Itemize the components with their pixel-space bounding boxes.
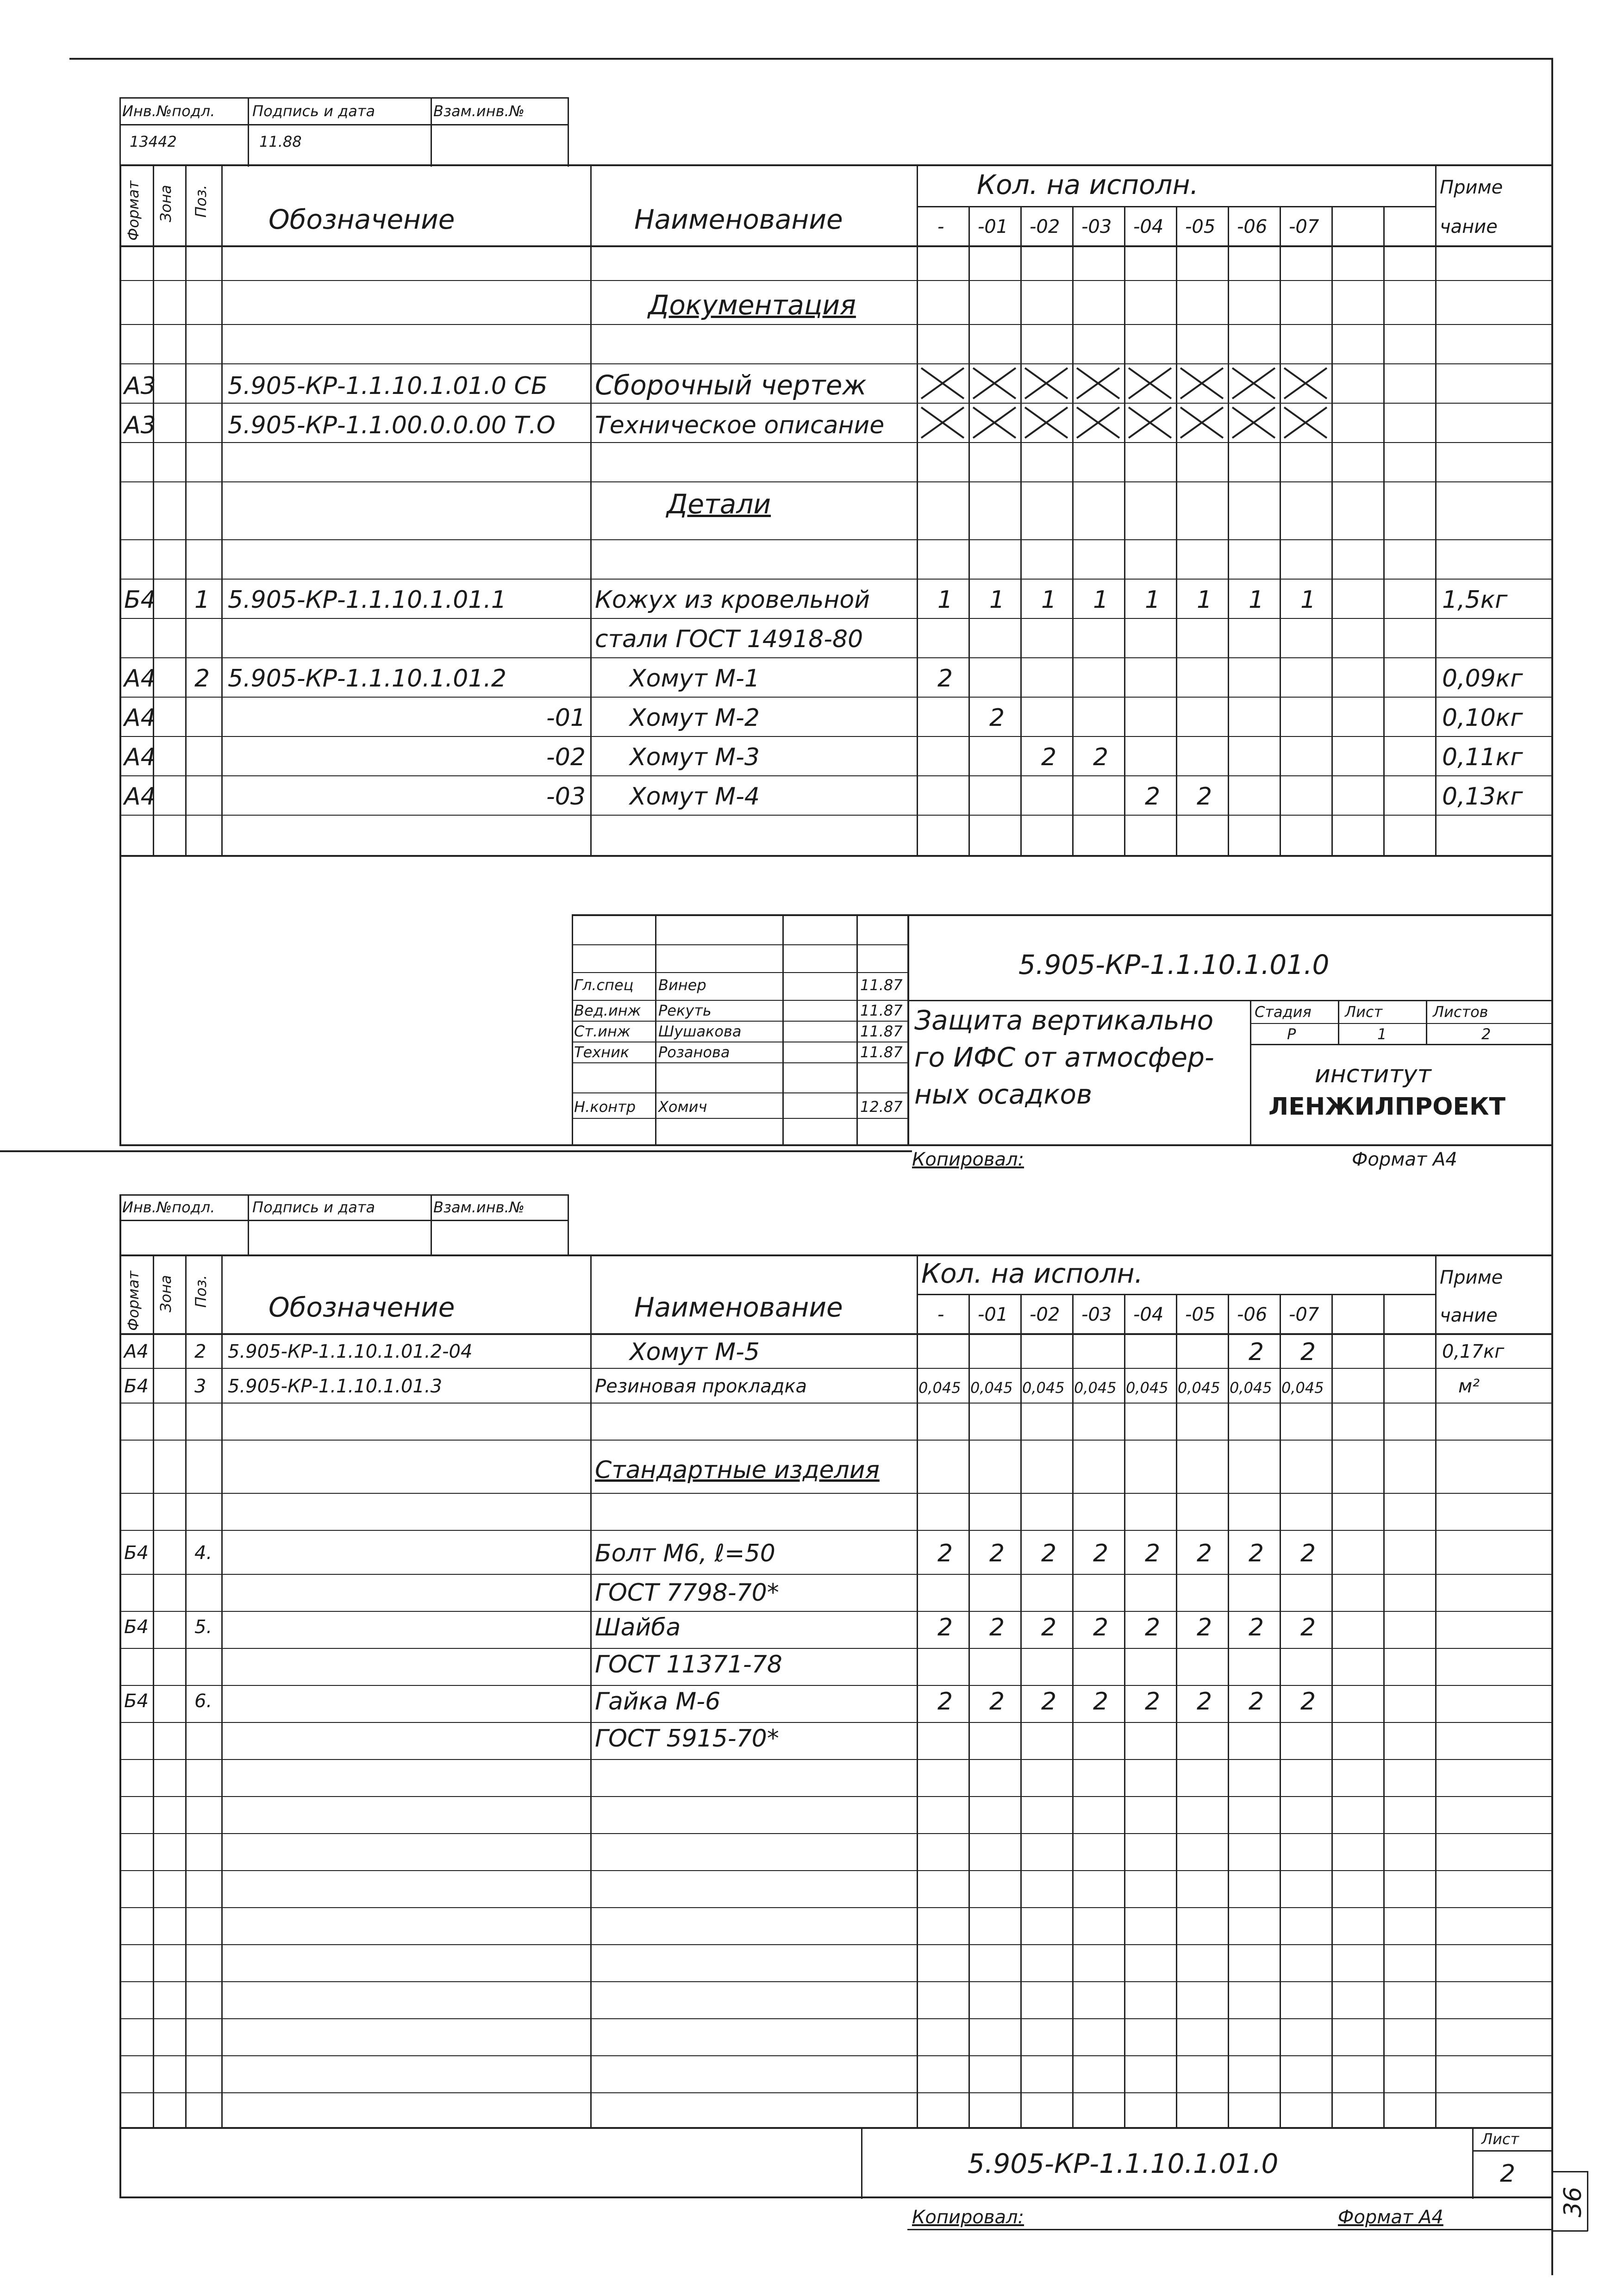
row-note: 0,11кг (1442, 743, 1523, 771)
row-name-2: ГОСТ 11371-78 (595, 1651, 782, 1678)
qty: 2 (1041, 1614, 1057, 1641)
qty: 2 (1041, 743, 1057, 771)
row-format: А4 (124, 665, 156, 693)
stage-value: Р (1287, 1025, 1296, 1043)
header-note-2: чание (1440, 1305, 1498, 1326)
qty: 2 (1249, 1614, 1264, 1641)
qty: 1 (937, 586, 953, 614)
stamp-inv-no-label: Инв.№подл. (122, 1198, 215, 1216)
qty: 2 (1300, 1540, 1316, 1567)
header-qty: Кол. на исполн. (921, 1258, 1143, 1289)
qty: 2 (989, 1614, 1005, 1641)
header-zone: Зона (157, 1275, 175, 1312)
row-format: А3 (124, 372, 156, 400)
qty: 2 (1249, 1338, 1264, 1366)
qty: 2 (989, 1688, 1005, 1716)
sheet-label: Лист (1345, 1003, 1383, 1021)
row-note: 0,13кг (1442, 783, 1523, 811)
title-line-2: го ИФС от атмосфер- (914, 1042, 1214, 1073)
qty: 2 (1300, 1688, 1316, 1716)
row-designation: -02 (546, 743, 586, 771)
date: 11.87 (860, 976, 903, 994)
row-pos: 4. (194, 1542, 212, 1564)
stamp-signature-label: Подпись и дата (252, 102, 375, 120)
qty: 2 (989, 704, 1005, 732)
qty: 1 (1145, 586, 1161, 614)
title-doc-code: 5.905-КР-1.1.10.1.01.0 (1018, 949, 1330, 980)
stage-label: Стадия (1255, 1003, 1312, 1021)
qty: 2 (989, 1540, 1005, 1567)
row-pos: 2 (194, 1341, 206, 1362)
qty: 1 (1249, 586, 1264, 614)
org-line-1: институт (1315, 1061, 1431, 1088)
row-name: Кожух из кровельной (595, 586, 870, 614)
header-variant-0: - (937, 216, 944, 237)
header-name: Наименование (634, 1292, 843, 1323)
qty: 2 (1145, 1540, 1161, 1567)
date: 11.87 (860, 1043, 903, 1061)
row-format: Б4 (124, 1542, 149, 1564)
header-format: Формат (125, 181, 142, 241)
role: Ст.инж (574, 1023, 631, 1040)
row-note: м² (1458, 1376, 1480, 1397)
sheets-label: Листов (1433, 1003, 1488, 1021)
qty: 2 (1145, 783, 1161, 811)
title-doc-code: 5.905-КР-1.1.10.1.01.0 (968, 2148, 1279, 2179)
header-note-1: Приме (1440, 177, 1503, 198)
qty: 2 (937, 1614, 953, 1641)
format-label: Формат А4 (1338, 2207, 1443, 2228)
qty: 2 (1145, 1688, 1161, 1716)
qty: 2 (1197, 783, 1212, 811)
qty: 0,045 (1281, 1379, 1324, 1397)
header-variant-7: -07 (1289, 216, 1319, 237)
qty: 2 (1249, 1688, 1264, 1716)
role: Вед.инж (574, 1002, 641, 1019)
row-note: 1,5кг (1442, 586, 1508, 614)
header-pos: Поз. (192, 1275, 210, 1308)
qty: 1 (1197, 586, 1212, 614)
row-format: Б4 (124, 1376, 149, 1397)
row-format: А4 (124, 743, 156, 771)
row-name: Хомут М-1 (630, 665, 760, 693)
qty: 2 (1197, 1614, 1212, 1641)
header-variant-1: -01 (978, 1304, 1008, 1325)
qty: 2 (1249, 1540, 1264, 1567)
sheet-value: 1 (1377, 1025, 1387, 1043)
row-designation: -01 (546, 704, 586, 732)
row-designation: 5.905-КР-1.1.10.1.01.2-04 (228, 1341, 473, 1362)
row-format: Б4 (124, 1691, 149, 1712)
row-name: Хомут М-4 (630, 783, 760, 811)
section-documentation: Документация (648, 289, 856, 321)
row-note: 0,10кг (1442, 704, 1523, 732)
header-note-2: чание (1440, 216, 1498, 237)
stamp-replace-label: Взам.инв.№ (433, 1198, 525, 1216)
qty: 2 (1093, 1540, 1109, 1567)
qty: 2 (937, 1688, 953, 1716)
stamp-sig-value: 11.88 (259, 133, 302, 150)
header-note-1: Приме (1440, 1267, 1503, 1288)
header-variant-1: -01 (978, 216, 1008, 237)
qty: 1 (1093, 586, 1109, 614)
row-name: Гайка М-6 (595, 1688, 721, 1716)
header-variant-0: - (937, 1304, 944, 1325)
header-zone: Зона (157, 185, 175, 222)
header-variant-2: -02 (1030, 216, 1060, 237)
role: Гл.спец (574, 976, 634, 994)
format-label: Формат А4 (1352, 1149, 1457, 1170)
row-note: 0,09кг (1442, 665, 1523, 693)
qty: 1 (989, 586, 1005, 614)
row-name: Техническое описание (595, 412, 885, 439)
header-variant-3: -03 (1081, 1304, 1112, 1325)
row-format: А3 (124, 412, 156, 439)
date: 11.87 (860, 1002, 903, 1019)
row-name: Хомут М-3 (630, 743, 760, 771)
copied-label: Копировал: (912, 2207, 1024, 2228)
qty: 2 (1093, 1614, 1109, 1641)
row-name: Резиновая прокладка (595, 1376, 807, 1397)
qty: 2 (1041, 1688, 1057, 1716)
qty: 0,045 (1126, 1379, 1168, 1397)
sheet-label: Лист (1481, 2130, 1519, 2148)
qty: 2 (1300, 1614, 1316, 1641)
header-pos: Поз. (192, 185, 210, 218)
row-designation: 5.905-КР-1.1.10.1.01.0 СБ (228, 372, 548, 400)
qty: 2 (1093, 743, 1109, 771)
date: 12.87 (860, 1098, 903, 1116)
person: Рекуть (658, 1002, 712, 1019)
qty: 0,045 (1230, 1379, 1272, 1397)
date: 11.87 (860, 1023, 903, 1040)
stamp-inv-value: 13442 (130, 133, 177, 150)
row-format: Б4 (124, 1616, 149, 1638)
person: Шушакова (658, 1023, 742, 1040)
copied-label: Копировал: (912, 1149, 1024, 1170)
title-line-3: ных осадков (914, 1079, 1093, 1110)
row-name: Хомут М-2 (630, 704, 760, 732)
person: Винер (658, 976, 706, 994)
header-variant-4: -04 (1133, 1304, 1164, 1325)
row-pos: 6. (194, 1691, 212, 1712)
section-standard-items: Стандартные изделия (595, 1456, 880, 1484)
row-pos: 2 (194, 665, 210, 693)
header-variant-6: -06 (1237, 1304, 1268, 1325)
row-designation: 5.905-КР-1.1.10.1.01.1 (228, 586, 506, 614)
header-designation: Обозначение (269, 204, 455, 235)
header-name: Наименование (634, 204, 843, 235)
qty: 2 (1197, 1688, 1212, 1716)
row-format: А4 (124, 783, 156, 811)
row-pos: 5. (194, 1616, 212, 1638)
header-variant-2: -02 (1030, 1304, 1060, 1325)
qty: 2 (1145, 1614, 1161, 1641)
top-border (69, 58, 1553, 60)
sheet-value: 2 (1500, 2160, 1516, 2188)
qty: 0,045 (918, 1379, 961, 1397)
row-note: 0,17кг (1442, 1341, 1505, 1362)
row-name: Болт М6, ℓ=50 (595, 1540, 775, 1567)
stamp-inv-no-label: Инв.№подл. (122, 102, 215, 120)
stamp-replace-label: Взам.инв.№ (433, 102, 525, 120)
header-variant-4: -04 (1133, 216, 1164, 237)
row-designation: 5.905-КР-1.1.10.1.01.3 (228, 1376, 443, 1397)
row-pos: 1 (194, 586, 210, 614)
qty: 1 (1041, 586, 1057, 614)
qty: 0,045 (1074, 1379, 1117, 1397)
header-variant-6: -06 (1237, 216, 1268, 237)
row-pos: 3 (194, 1376, 206, 1397)
header-variant-5: -05 (1185, 216, 1216, 237)
stamp-signature-label: Подпись и дата (252, 1198, 375, 1216)
qty: 0,045 (1022, 1379, 1065, 1397)
qty: 2 (937, 1540, 953, 1567)
row-designation: 5.905-КР-1.1.00.0.0.00 Т.О (228, 412, 556, 439)
qty: 2 (1041, 1540, 1057, 1567)
page-number: 36 (1559, 2186, 1587, 2217)
right-border (1551, 58, 1553, 2275)
person: Розанова (658, 1043, 730, 1061)
row-format: А4 (124, 1341, 149, 1362)
row-format: А4 (124, 704, 156, 732)
sheet-separator (0, 1150, 912, 1152)
qty: 1 (1300, 586, 1316, 614)
header-variant-5: -05 (1185, 1304, 1216, 1325)
header-variant-7: -07 (1289, 1304, 1319, 1325)
person: Хомич (658, 1098, 707, 1116)
row-name-2: ГОСТ 7798-70* (595, 1579, 779, 1607)
header-variant-3: -03 (1081, 216, 1112, 237)
cross-marks (917, 363, 1331, 443)
qty: 2 (937, 665, 953, 693)
qty: 2 (1197, 1540, 1212, 1567)
row-name: Сборочный чертеж (595, 369, 867, 401)
qty: 2 (1300, 1338, 1316, 1366)
title-line-1: Защита вертикально (914, 1004, 1214, 1036)
qty: 2 (1093, 1688, 1109, 1716)
role: Н.контр (574, 1098, 636, 1116)
header-format: Формат (125, 1271, 142, 1331)
qty: 0,045 (970, 1379, 1013, 1397)
section-details: Детали (667, 488, 771, 520)
row-name: Шайба (595, 1614, 681, 1641)
row-designation: 5.905-КР-1.1.10.1.01.2 (228, 665, 506, 693)
row-name-2: стали ГОСТ 14918-80 (595, 625, 863, 653)
row-name: Хомут М-5 (630, 1338, 760, 1366)
sheets-value: 2 (1481, 1025, 1491, 1043)
qty: 0,045 (1178, 1379, 1220, 1397)
header-designation: Обозначение (269, 1292, 455, 1323)
header-qty: Кол. на исполн. (977, 169, 1199, 200)
row-name-2: ГОСТ 5915-70* (595, 1725, 779, 1753)
row-format: Б4 (124, 586, 156, 614)
row-designation: -03 (546, 783, 586, 811)
org-line-2: ЛЕНЖИЛПРОЕКТ (1268, 1093, 1505, 1121)
role: Техник (574, 1043, 630, 1061)
